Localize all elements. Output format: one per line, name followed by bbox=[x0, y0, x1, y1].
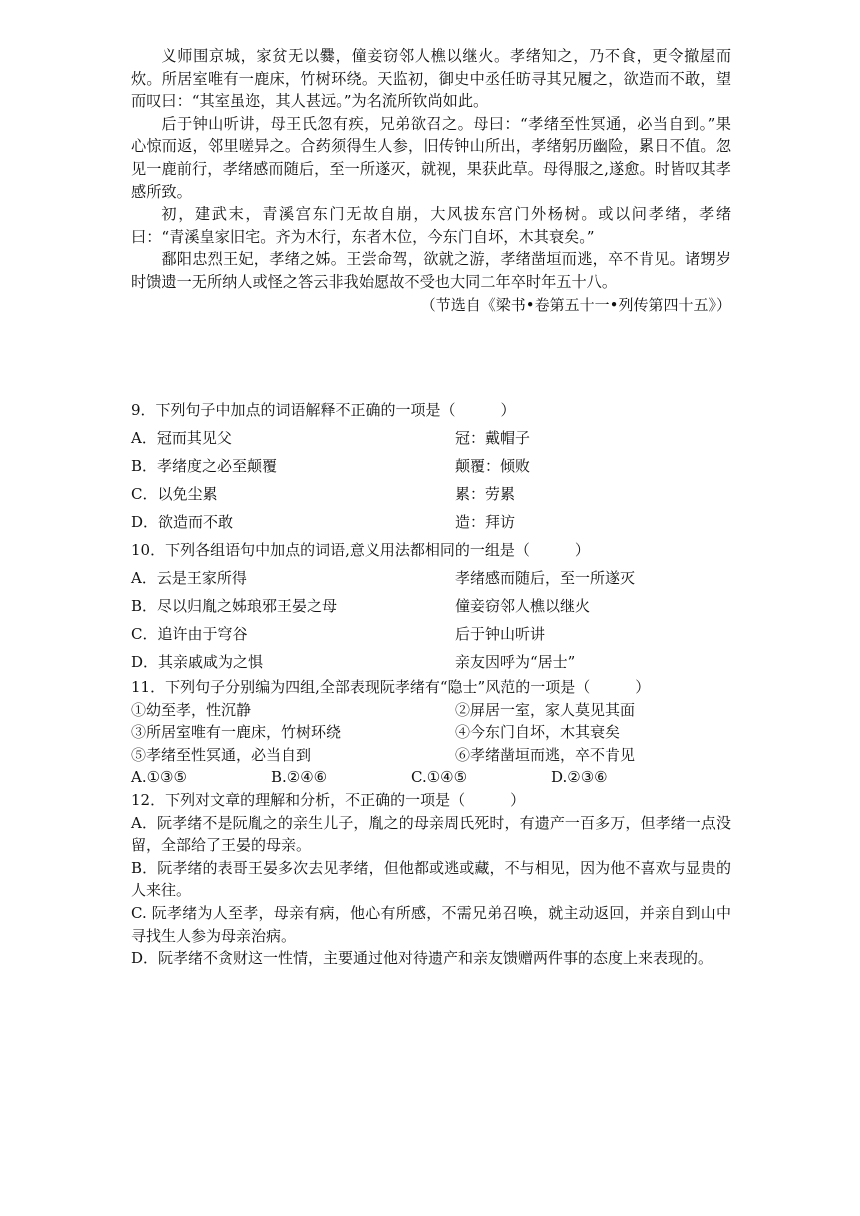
question-11-option-c: C.①④⑤ bbox=[411, 768, 468, 787]
question-11-option-b: B.②④⑥ bbox=[271, 768, 328, 787]
question-11-option-d: D.②③⑥ bbox=[551, 768, 608, 787]
question-11-options bbox=[131, 766, 731, 789]
item-left: ③所居室唯有一鹿床，竹树环绕 bbox=[131, 723, 342, 742]
question-9-option-b bbox=[131, 452, 731, 480]
question-10-stem: 10．下列各组语句中加点的词语,意义用法都相同的一组是（ ） bbox=[131, 541, 590, 559]
question-9-option-d bbox=[131, 508, 731, 536]
option-explanation: 颠覆：倾败 bbox=[455, 457, 531, 475]
option-right-sentence: 后于钟山听讲 bbox=[455, 625, 546, 643]
passage-paragraph-1: 义师围京城，家贫无以爨，僮妾窃邻人樵以继火。孝绪知之，乃不食，更令撤屋而炊。所居室唯有一鹿床，竹树环绕。天监初，御史中丞任昉寻其兄履之，欲造而不敢，望而叹曰：“其室虽迩，其人甚远。”为名流所钦尚如此。 bbox=[131, 47, 731, 111]
passage-source: （节选自《梁书•卷第五十一•列传第四十五》） bbox=[420, 295, 731, 314]
option-left-sentence: C．追许由于穹谷 bbox=[131, 625, 248, 643]
question-11-items-row-3 bbox=[131, 744, 731, 767]
option-sentence: C．以免尘累 bbox=[131, 485, 218, 503]
question-10-option-b bbox=[131, 592, 731, 620]
question-12-option-c: C. 阮孝绪为人至孝，母亲有病，他心有所感，不需兄弟召唤，就主动返回，并亲自到山中寻找生人参为母亲治病。 bbox=[131, 903, 731, 945]
passage-paragraph-2: 后于钟山听讲，母王氏忽有疾，兄弟欲召之。母曰：“孝绪至性冥通，必当自到。”果心惊而返，邻里嗟异之。合药须得生人参，旧传钟山所出，孝绪躬历幽险，累日不值。忽见一鹿前行，孝绪感而随后，至一所遂灭，就视，果获此草。母得服之,遂愈。时皆叹其孝感所致。 bbox=[131, 114, 731, 201]
option-sentence: D．欲造而不敢 bbox=[131, 513, 234, 531]
question-11-items-row-2 bbox=[131, 721, 731, 744]
option-sentence: A．冠而其见父 bbox=[131, 429, 232, 447]
classical-passage bbox=[131, 45, 731, 316]
option-right-sentence: 僮妾窃邻人樵以继火 bbox=[455, 597, 591, 615]
option-explanation: 造：拜访 bbox=[455, 513, 516, 531]
passage-paragraph-4: 鄱阳忠烈王妃，孝绪之姊。王尝命驾，欲就之游，孝绪凿垣而逃，卒不肯见。诸甥岁时馈遗一无所纳人或怪之答云非我始愿故不受也大同二年卒时年五十八。 bbox=[131, 250, 731, 291]
question-9-option-c bbox=[131, 480, 731, 508]
item-right: ⑥孝绪凿垣而逃，卒不肯见 bbox=[455, 745, 636, 764]
question-12-option-b: B．阮孝绪的表哥王晏多次去见孝绪，但他都或逃或藏，不与相见，因为他不喜欢与显贵的人来往。 bbox=[131, 858, 731, 900]
option-sentence: B．孝绪度之必至颠覆 bbox=[131, 457, 278, 475]
question-12-option-a: A．阮孝绪不是阮胤之的亲生儿子，胤之的母亲周氏死时，有遗产一百多万，但孝绪一点没留，全部给了王晏的母亲。 bbox=[131, 813, 731, 855]
question-10-option-c bbox=[131, 620, 731, 648]
option-left-sentence: D．其亲戚咸为之惧 bbox=[131, 653, 264, 671]
question-11-stem: 11．下列句子分别编为四组,全部表现阮孝绪有“隐士”风范的一项是（ ） bbox=[131, 678, 651, 696]
question-11-items-row-1 bbox=[131, 699, 731, 722]
question-9-option-a bbox=[131, 424, 731, 452]
question-10-option-a bbox=[131, 564, 731, 592]
option-right-sentence: 孝绪感而随后，至一所遂灭 bbox=[455, 569, 636, 587]
question-12-option-d: D．阮孝绪不贪财这一性情，主要通过他对待遗产和亲友馈赠两件事的态度上来表现的。 bbox=[131, 949, 714, 968]
option-explanation: 累：劳累 bbox=[455, 485, 516, 503]
question-9-stem: 9．下列句子中加点的词语解释不正确的一项是（ ） bbox=[131, 401, 516, 419]
option-right-sentence: 亲友因呼为“居士” bbox=[455, 653, 576, 671]
item-left: ①幼至孝，性沉静 bbox=[131, 700, 252, 719]
question-12-stem: 12．下列对文章的理解和分析，不正确的一项是（ ） bbox=[131, 790, 526, 809]
questions-section bbox=[131, 396, 731, 970]
question-10-option-d bbox=[131, 648, 731, 676]
item-left: ⑤孝绪至性冥通，必当自到 bbox=[131, 745, 312, 764]
option-left-sentence: A．云是王家所得 bbox=[131, 569, 247, 587]
item-right: ②屏居一室，家人莫见其面 bbox=[455, 700, 636, 719]
question-11-option-a: A.①③⑤ bbox=[131, 768, 187, 787]
passage-paragraph-3: 初，建武末，青溪宫东门无故自崩，大风拔东宫门外杨树。或以问孝绪，孝绪曰：“青溪皇家旧宅。齐为木行，东者木位，今东门自坏，木其衰矣。” bbox=[131, 205, 731, 246]
option-left-sentence: B．尽以归胤之姊琅邪王晏之母 bbox=[131, 597, 338, 615]
option-explanation: 冠：戴帽子 bbox=[455, 429, 531, 447]
item-right: ④今东门自坏，木其衰矣 bbox=[455, 723, 621, 742]
